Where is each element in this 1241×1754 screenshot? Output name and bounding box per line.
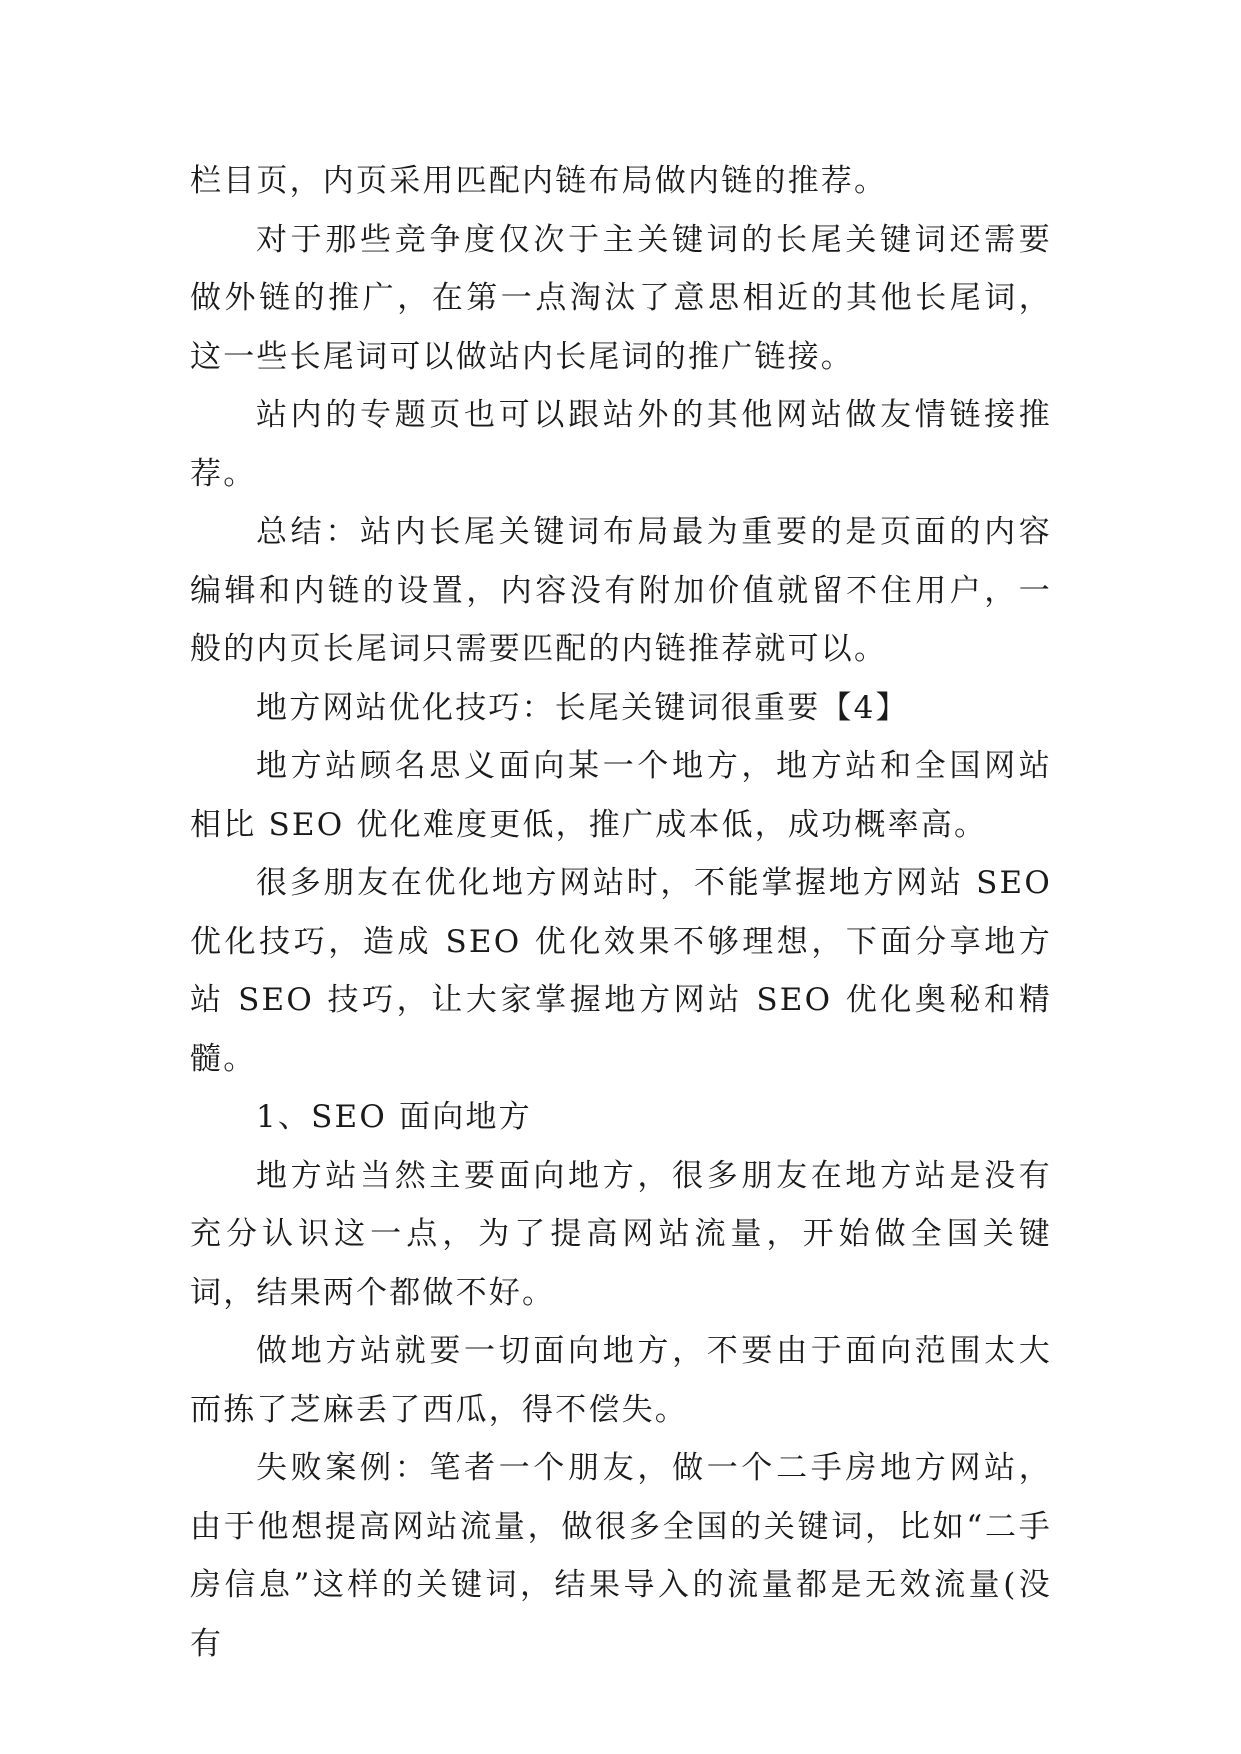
subsection-heading: 1、SEO 面向地方 <box>256 1099 532 1135</box>
paragraph: 栏目页，内页采用匹配内链布局做内链的推荐。 <box>190 163 888 199</box>
paragraph: 站内的专题页也可以跟站外的其他网站做友情链接推荐。 <box>190 397 1052 492</box>
paragraph: 总结：站内长尾关键词布局最为重要的是页面的内容编辑和内链的设置，内容没有附加价值就留不住用户，一般的内页长尾词只需要匹配的内链推荐就可以。 <box>190 514 1052 667</box>
paragraph: 很多朋友在优化地方网站时，不能掌握地方网站 SEO 优化技巧，造成 SEO 优化效果不够理想，下面分享地方站 SEO 技巧，让大家掌握地方网站 SEO 优化奥秘和精髓。 <box>190 865 1052 1077</box>
paragraph: 地方站当然主要面向地方，很多朋友在地方站是没有充分认识这一点，为了提高网站流量，开始做全国关键词，结果两个都做不好。 <box>190 1157 1052 1311</box>
paragraph: 对于那些竞争度仅次于主关键词的长尾关键词还需要做外链的推广，在第一点淘汰了意思相近的其他长尾词，这一些长尾词可以做站内长尾词的推广链接。 <box>190 221 1052 375</box>
paragraph: 失败案例：笔者一个朋友，做一个二手房地方网站，由于他想提高网站流量，做很多全国的关键词，比如“二手房信息”这样的关键词，结果导入的流量都是无效流量(没有 <box>190 1450 1052 1662</box>
document-body <box>190 152 1052 1673</box>
section-heading: 地方网站优化技巧：长尾关键词很重要【4】 <box>256 689 909 726</box>
paragraph: 地方站顾名思义面向某一个地方，地方站和全国网站相比 SEO 优化难度更低，推广成本低，成功概率高。 <box>190 748 1052 843</box>
paragraph: 做地方站就要一切面向地方，不要由于面向范围太大而拣了芝麻丢了西瓜，得不偿失。 <box>190 1333 1052 1428</box>
